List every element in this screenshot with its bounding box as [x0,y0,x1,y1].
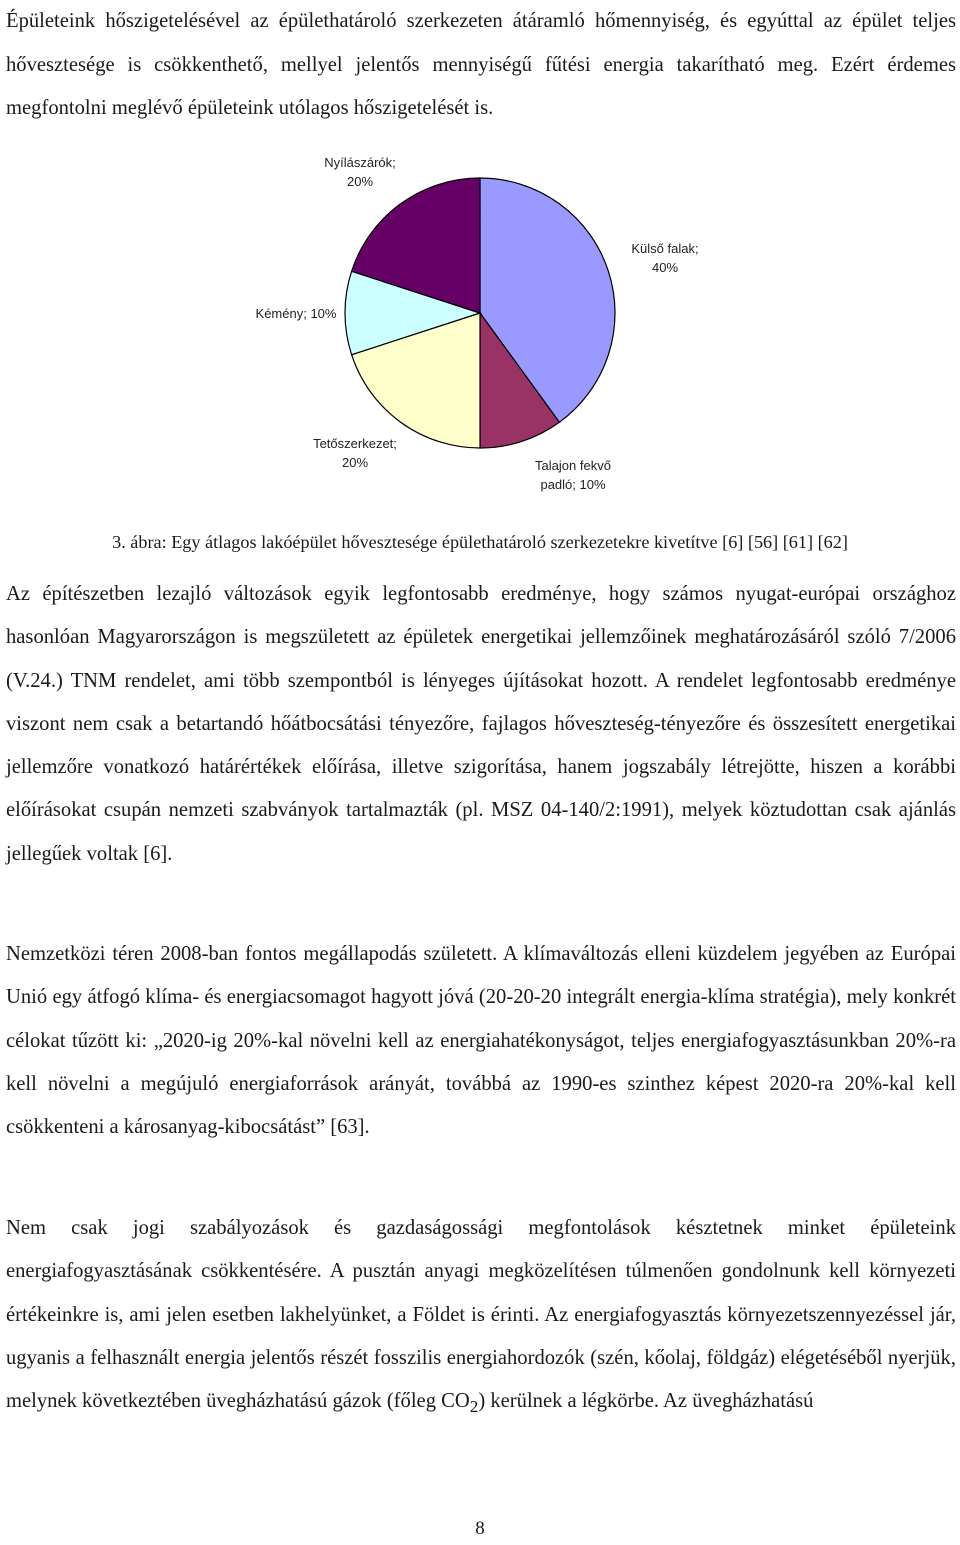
figure-caption: 3. ábra: Egy átlagos lakóépület hővesztesége épülethatároló szerkezetekre kivetítve [6] [56] [61] [62] [112,532,848,552]
pie-label-3: Tetőszerkezet; 20% [313,436,397,470]
pie-chart [0,140,960,510]
body-paragraph-1: Az építészetben lezajló változások egyik legfontosabb eredménye, hogy számos nyugat-európai országhoz hasonlóan Magyarországon is megszületett az épületek energetikai jellemzőinek meghatározásáról szóló 7/2006 (V.24.) TNM rendelet, ami több szempontból is lényeges újításokat hozott. A rendelet legfontosabb eredménye viszont nem csak a betartandó hőátbocsátási tényezőre, fajlagos hőveszteség-tényezőre és összesített energetikai jellemzőre vonatkozó határértékek előírása, illetve szigorítása, hanem jogszabály létrejötte, hiszen a korábbi előírásokat csupán nemzeti szabványok tartalmazták (pl. MSZ 04-140/2:1991), melyek köztudottan csak ajánlás jellegűek voltak [6]. [6,583,956,865]
body-paragraph-3-text: Nem csak jogi szabályozások és gazdaságossági megfontolások késztetnek minket épületeink energiafogyasztásának csökkentésére. A pusztán anyagi megközelítésen túlmenően gondolnunk kell környezeti értékeinkre is, ami jelen esetben lakhelyünket, a Földet is érinti. Az energiafogyasztás környezetszennyezéssel jár, ugyanis a felhasznált energia jelentős részét fosszilis energiahordozók (szén, kőolaj, földgáz) elégetéséből nyerjük, melynek következtében üvegházhatású gázok (főleg CO [6,1217,956,1413]
co2-subscript: 2 [469,1397,479,1417]
pie-label-2: Talajon fekvő padló; 10% [535,458,611,492]
pie-label-4: Kémény; 10% [255,306,337,321]
pie-label-1: Külső falak; 40% [631,241,699,275]
body-paragraph-2: Nemzetközi téren 2008-ban fontos megállapodás született. A klímaváltozás elleni küzdelem jegyében az Európai Unió egy átfogó klíma- és energiacsomagot hagyott jóvá (20-20-20 integrált energia-klíma stratégia), mely konkrét célokat tűzött ki: „2020-ig 20%-kal növelni kell az energiahatékonyságot, teljes energiafogyasztásunkban 20%-ra kell növelni a megújuló energiaforrások arányát, továbbá az 1990-es szinthez képest 2020-ra 20%-kal kell csökkenteni a károsanyag-kibocsátást” [63]. [6,943,956,1139]
body-paragraph-3-tail: ) kerülnek a légkörbe. Az üvegházhatású [478,1390,814,1413]
body-paragraph-3 [6,1207,956,1429]
pie-label-5: Nyílászárók; 20% [324,155,396,189]
intro-paragraph: Épületeink hőszigetelésével az épülethatároló szerkezeten átáramló hőmennyiség, és egyúttal az épület teljes hővesztesége is csökkenthető, mellyel jelentős mennyiségű fűtési energia takarítható meg. Ezért érdemes megfontolni meglévő épületeink utólagos hőszigetelését is. [6,10,956,119]
page-number: 8 [475,1518,485,1539]
